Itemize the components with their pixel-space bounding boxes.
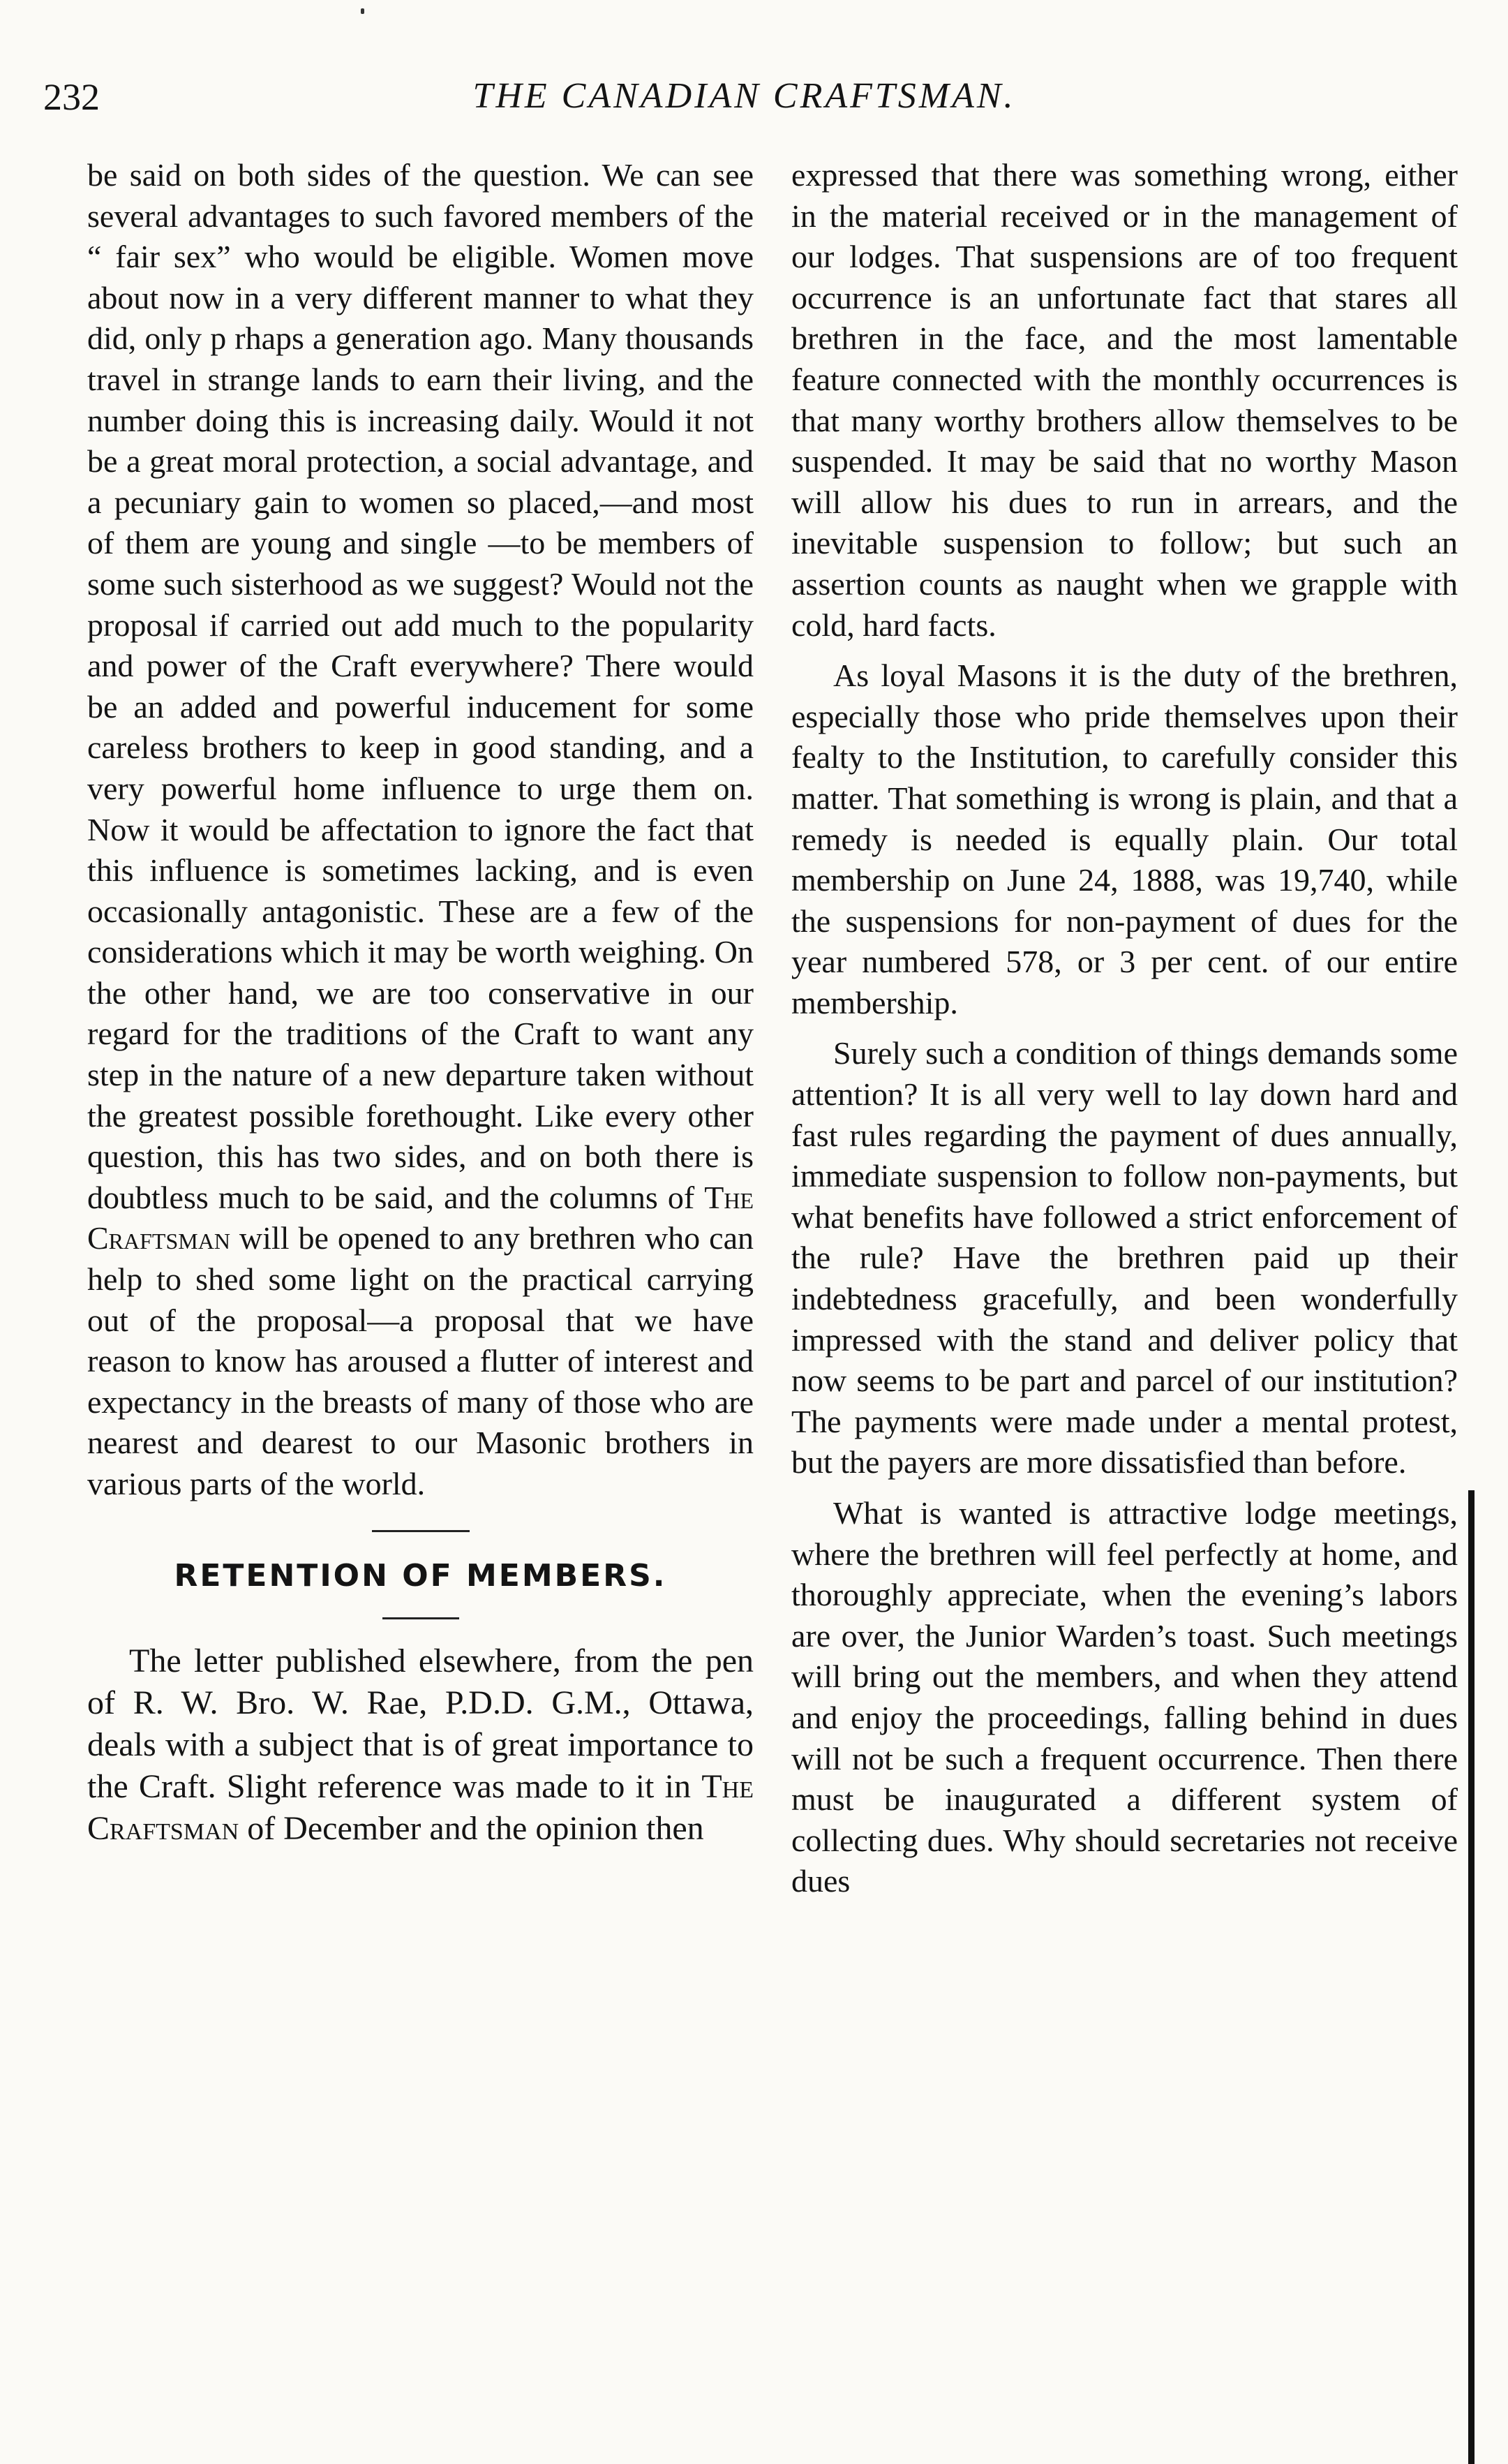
right-paragraph-3: Surely such a condition of things demands some attention? It is all very well to lay down hard and fast rules regarding the payment of dues annually, immediate suspension to follow non-payments, but what benefits have followed a strict enforcement of the rule? Have the brethren paid up their indebtedness gracefully, and been wonderfully impressed with the stand and deliver policy that now seems to be part and parcel of our institution? The payments were made under a mental protest, but the payers are more dissatisfied than before. (791, 1035, 1458, 1480)
retention-paragraph-end: of December and the opinion then (239, 1810, 704, 1848)
left-paragraph-continued (87, 155, 754, 1505)
retention-paragraph (87, 1640, 754, 1850)
left-paragraph-1-end: will be opened to any brethren who can help to shed some light on the practical carrying out of the proposal—a proposal that we have reason to know has aroused a flutter of interest and expectancy in the breasts of many of those who are nearest and dearest to our Masonic brothers in various parts of the world. (87, 1220, 754, 1501)
section-heading: RETENTION OF MEMBERS. (174, 1557, 667, 1594)
page-header (43, 75, 1445, 131)
section-divider-bottom (382, 1617, 459, 1619)
craftsman-reference-2: The Craftsman (87, 1768, 754, 1848)
margin-rule (1468, 1490, 1475, 2464)
right-paragraph-1: expressed that there was something wrong, either in the material received or in the management of our lodges. That suspensions are of too frequent occurrence is an unfortunate fact that stares all brethren in the face, and the most lamentable feature connected with the monthly occurrences is that many worthy brothers allow themselves to be suspended. It may be said that no worthy Mason will allow his dues to run in arrears, and the inevitable suspension to follow; but such an assertion counts as naught when we grapple with cold, hard facts. (791, 157, 1458, 643)
right-column (791, 155, 1458, 1902)
retention-paragraph-text: The letter published elsewhere, from the pen of R. W. Bro. W. Rae, P.D.D. G.M., Ottawa, deals with a subject that is of great importance to the Craft. Slight reference was made to it in (87, 1642, 754, 1806)
right-paragraph-4: What is wanted is attractive lodge meetings, where the brethren will feel perfectly at home, and thoroughly appreciate, when the evening’s labors are over, the Junior Warden’s toast. Such meetings will bring out the members, and when they attend and enjoy the proceedings, falling behind in dues will not be such a frequent occurrence. Then there must be inaugurated a different system of collecting dues. Why should secretaries not receive dues (791, 1495, 1458, 1899)
page-number: 232 (43, 76, 100, 118)
left-column (87, 155, 754, 1850)
running-title: THE CANADIAN CRAFTSMAN. (472, 76, 1016, 116)
print-speck (361, 8, 364, 14)
left-paragraph-1-text: be said on both sides of the question. We can see several advantages to such favored members of the “ fair sex” who would be eligible. Women move about now in a very different manner to what they did, only p rhaps a generation ago. Many thousands travel in strange lands to earn their living, and the number doing this is increasing daily. Would it not be a great moral protection, a social advantage, and a pecuniary gain to women so placed,—and most of them are young and single —to be members of some such sisterhood as we suggest? Would not the proposal if carried out add much to the popularity and power of the Craft everywhere? There would be an added and powerful inducement for some careless brothers to keep in good standing, and a very powerful home influence to urge them on. Now it would be affectation to ignore the fact that this influence is sometimes lacking, and is even occasionally antagonistic. These are a few of the considerations which it may be worth weighing. On the other hand, we are too conservative in our regard for the traditions of the Craft to want any step in the nature of a new departure taken without the greatest possible forethought. Like every other question, this has two sides, and on both there is doubtless much to be said, and the columns of (87, 157, 754, 1215)
craftsman-reference: The Craftsman (87, 1179, 754, 1256)
section-divider-top (372, 1530, 470, 1532)
right-paragraph-2: As loyal Masons it is the duty of the brethren, especially those who pride themselves upon their fealty to the Institution, to carefully consider this matter. That something is wrong is plain, and that a remedy is needed is equally plain. Our total membership on June 24, 1888, was 19,740, while the suspensions for non-payment of dues for the year numbered 578, or 3 per cent. of our entire membership. (791, 658, 1458, 1021)
